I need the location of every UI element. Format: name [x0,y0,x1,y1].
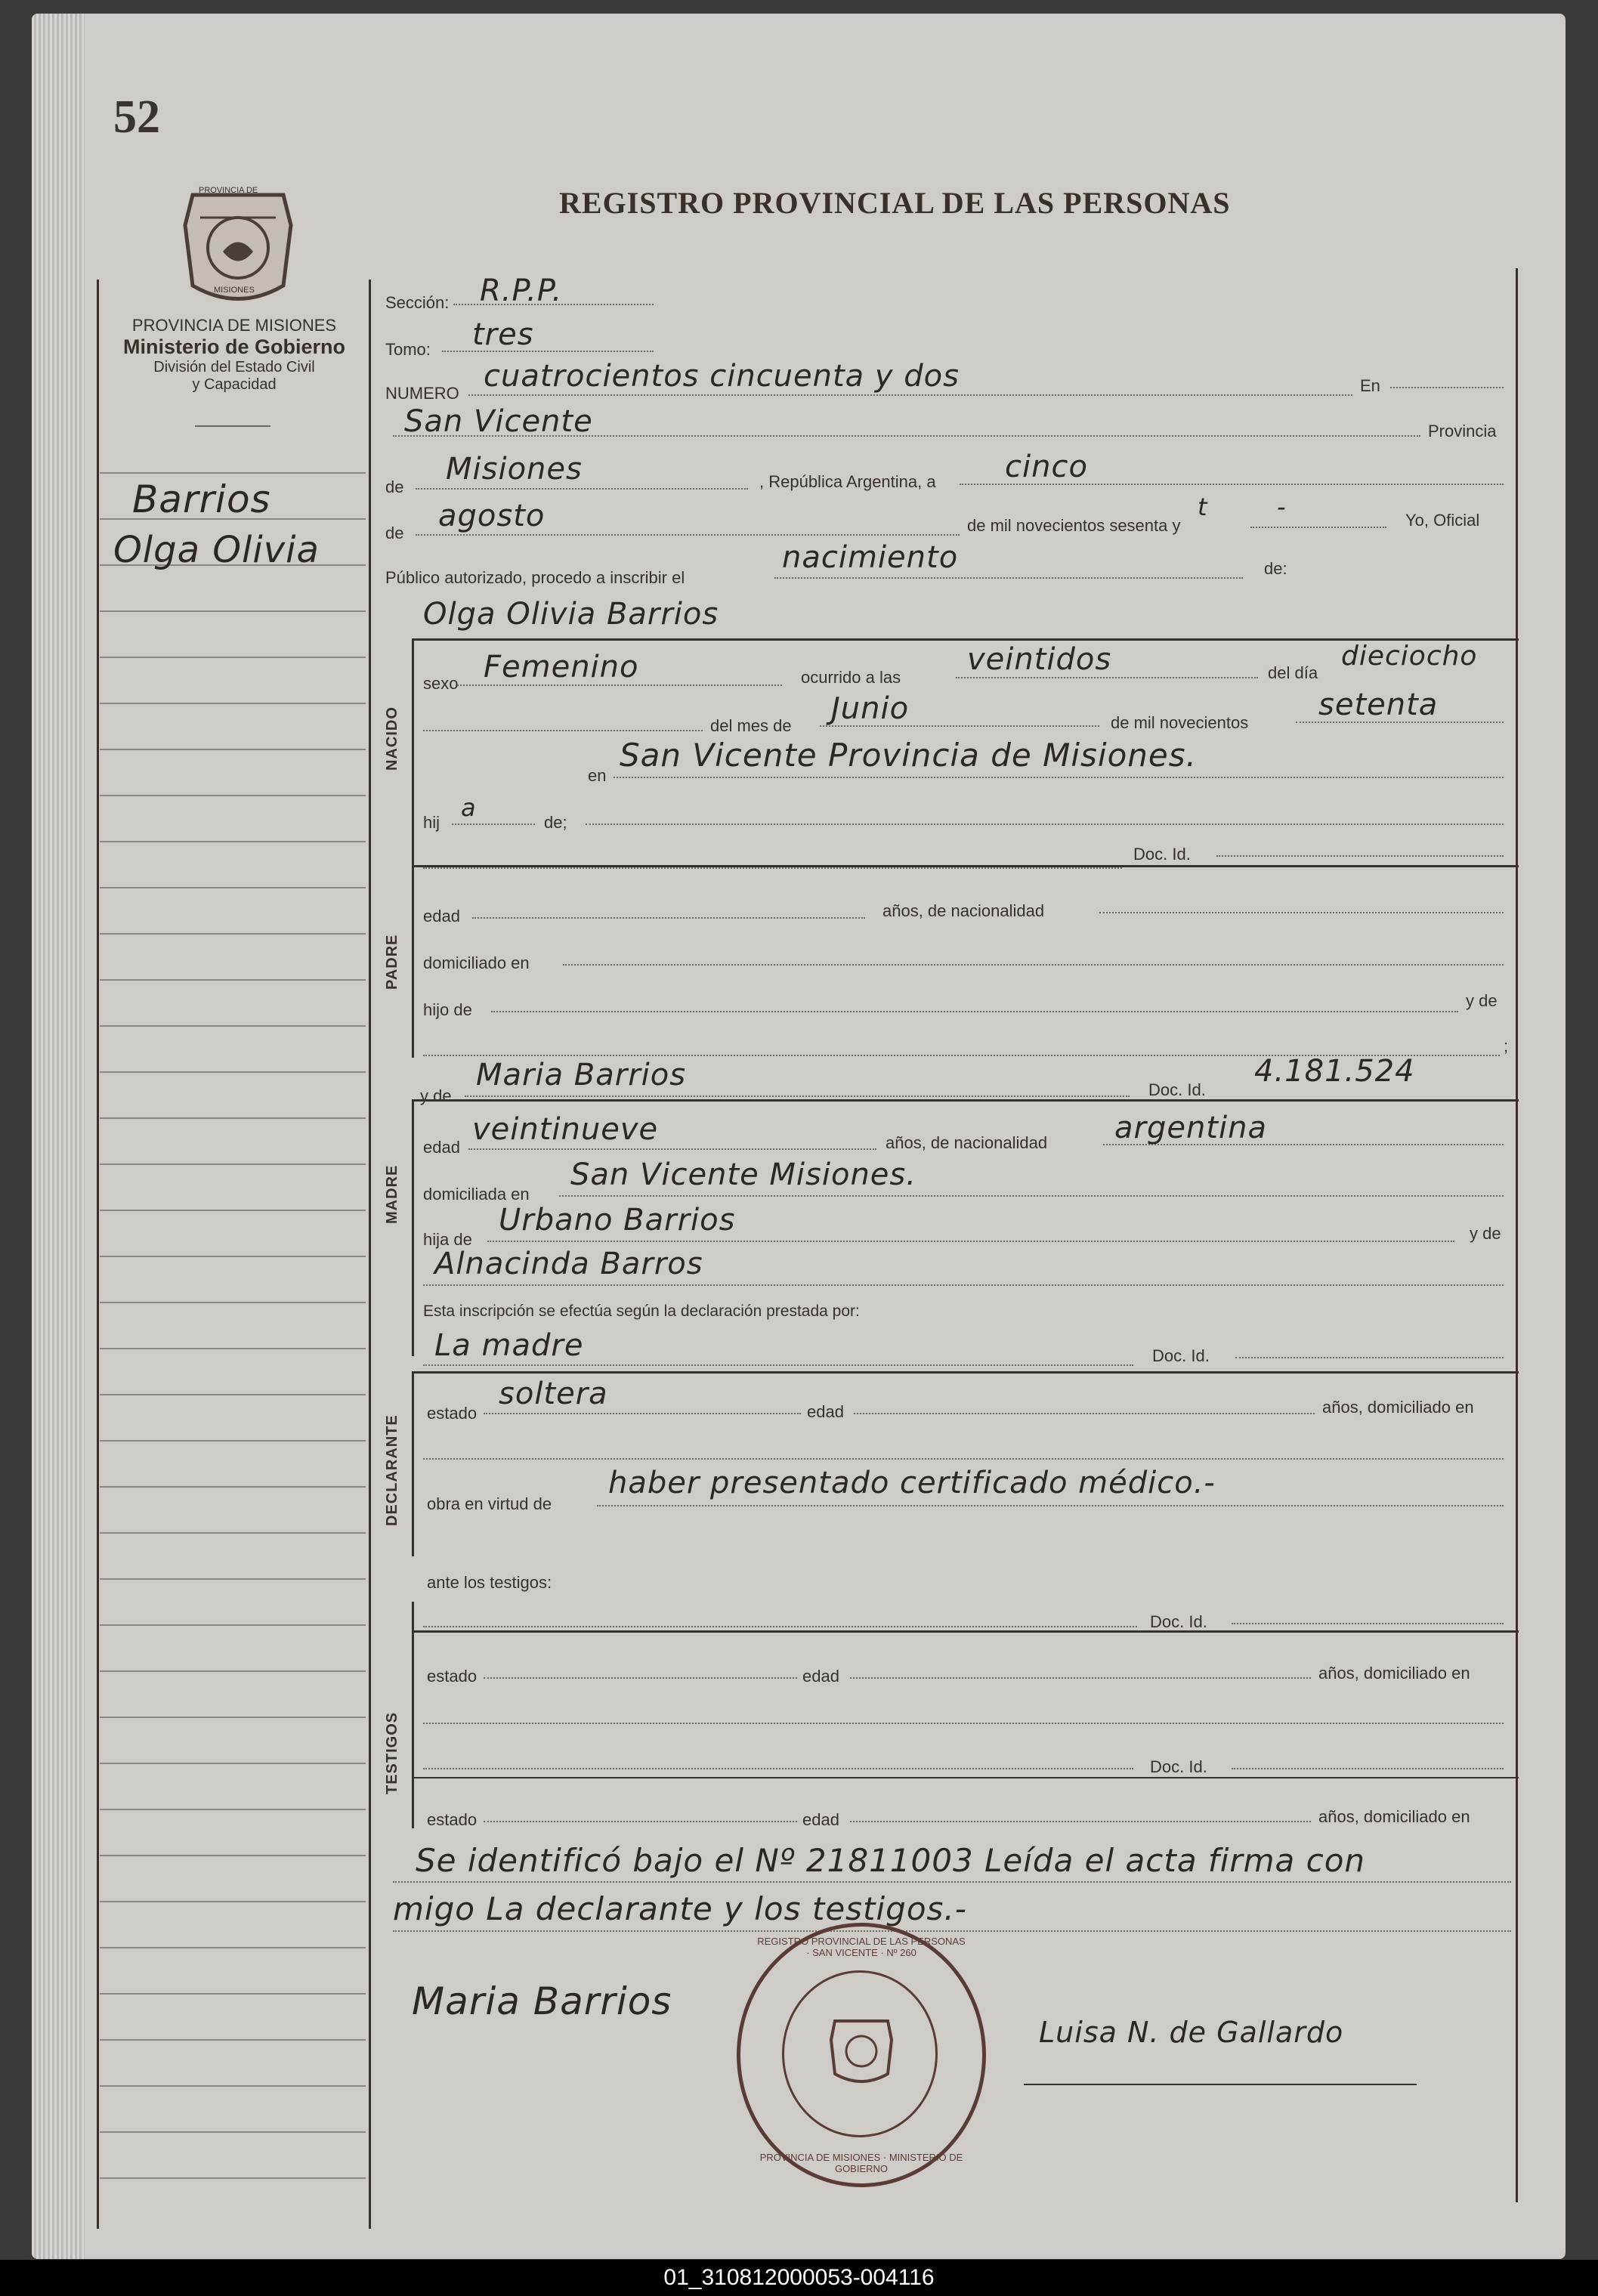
hour-value: veintidos [967,642,1112,677]
emblem-bottom-text: MISIONES [214,286,255,295]
testigo2-edad-label: edad [802,1810,839,1829]
margin-given-names: Olga Olivia [113,529,320,571]
de-label-1: de [385,477,404,496]
declarante-anos-label: años, domiciliado en [1322,1398,1474,1417]
nacido-doc-label: Doc. Id. [1133,845,1191,864]
testigo2-doc-label: Doc. Id. [1150,1757,1207,1776]
ante-testigos-label: ante los testigos: [427,1573,552,1592]
en-place-label: en [588,766,607,785]
birth-year-label: de mil novecientos [1111,713,1249,732]
closing-line-2: migo La declarante y los testigos.- [393,1890,967,1927]
oficial-label: Yo, Oficial [1405,511,1480,530]
year-label: de mil novecientos sesenta y [967,516,1181,535]
padre-edad-label: edad [423,907,460,926]
sexo-label: sexo [423,674,459,693]
obra-value: haber presentado certificado médico.- [608,1466,1216,1500]
stamp-outer-text: REGISTRO PROVINCIAL DE LAS PERSONAS · SAN VICENTE · Nº 260 [757,1936,966,1958]
madre-domicilio-value: San Vicente Misiones. [570,1157,916,1192]
provincia-label: Provincia [1428,422,1497,440]
book-binding-edge [32,14,85,2259]
declarante-name-value: La madre [434,1328,584,1363]
stamp-emblem-icon [827,2013,895,2089]
madre-domicilio-label: domiciliada en [423,1185,530,1204]
padre-nacionalidad-label: años, de nacionalidad [882,901,1045,920]
madre-mother-value: Alnacinda Barros [434,1247,703,1281]
department-block [98,316,370,394]
padre-top-line [412,865,1519,867]
madre-father-value: Urbano Barrios [499,1203,736,1238]
nacido-section-label: NACIDO [384,706,400,771]
madre-hija-label: hija de [423,1230,472,1249]
signature-official: Luisa N. de Gallardo [1039,2016,1344,2049]
declarante-edad-label: edad [807,1402,844,1421]
padre-domicilio-label: domiciliado en [423,953,530,972]
hij-value: a [461,793,477,822]
declarante-side-line [412,1371,414,1556]
day-of-birth-value: dieciocho [1341,641,1478,672]
madre-side-line [412,1099,414,1356]
seccion-label: Sección: [385,293,450,312]
margin-surname: Barrios [132,477,271,521]
nacido-side-line [412,638,414,873]
testigos-section-label: TESTIGOS [384,1711,400,1794]
department-province: PROVINCIA DE MISIONES [131,316,337,335]
testigos-side-line [412,1602,414,1828]
department-ministry: Ministerio de Gobierno [122,335,346,358]
obra-label: obra en virtud de [427,1494,552,1513]
declarante-section-label: DECLARANTE [384,1414,400,1526]
madre-top-line [412,1099,1519,1102]
madre-edad-value: veintinueve [472,1112,659,1147]
month-value: agosto [438,499,546,533]
signature-underline [1024,2084,1417,2085]
testigo2-estado-label: estado [427,1810,478,1829]
right-border-line [1516,268,1518,2202]
birth-year-value: setenta [1318,688,1439,722]
declarante-estado-value: soltera [499,1377,608,1411]
nacido-name-value: Olga Olivia Barrios [423,597,719,632]
declaration-intro-label: Esta inscripción se efectúa según la declaración prestada por: [423,1303,860,1320]
closing-line-1: Se identificó bajo el Nº 21811003 Leída el acta firma con [416,1842,1366,1879]
padre-semicolon: ; [1504,1037,1509,1055]
left-margin-line [97,280,99,2229]
image-identifier-label: 01_310812000053-004116 [0,2260,1598,2296]
testigos-top-line [412,1630,1519,1633]
month-of-birth-value: Junio [831,691,910,726]
stamp-inner-text: PROVINCIA DE MISIONES · MINISTERIO DE GOBIERNO [759,2152,963,2174]
department-division: División del Estado Civil [153,359,315,375]
birth-place-value: San Vicente Provincia de Misiones. [620,737,1197,774]
column-divider-line [369,280,371,2229]
province-value: Misiones [446,452,583,487]
en-label: En [1360,376,1380,395]
de-label-2: de [385,524,404,542]
publico-label: Público autorizado, procedo a inscribir el [385,568,685,587]
year-mark: t [1198,493,1208,521]
padre-y-de-label: y de [1466,991,1498,1010]
city-value: San Vicente [404,404,593,439]
testigo2-anos-label: años, domiciliado en [1318,1807,1470,1826]
page-title: REGISTRO PROVINCIAL DE LAS PERSONAS [559,186,1231,220]
hij-label: hij [423,813,440,832]
numero-value: cuatrocientos cincuenta y dos [484,359,960,394]
declarante-doc-label: Doc. Id. [1152,1346,1210,1365]
madre-name-value: Maria Barrios [476,1058,687,1092]
padre-section-label: PADRE [384,934,400,990]
madre-y-de-label-2: y de [1470,1224,1501,1243]
ocurrido-label: ocurrido a las [801,668,901,687]
sexo-value: Femenino [484,650,639,684]
act-value: nacimiento [782,540,959,575]
madre-y-de-label: y de [420,1086,452,1105]
republica-label: , República Argentina, a [759,472,936,491]
madre-nacionalidad-value: argentina [1114,1111,1267,1145]
department-underline [195,425,270,427]
page-number: 52 [113,91,160,143]
seccion-value: R.P.P. [480,273,563,308]
testigo1-edad-label: edad [802,1667,839,1686]
emblem-top-text: PROVINCIA DE [199,186,258,195]
testigo1-estado-label: estado [427,1667,478,1686]
day-value: cinco [1005,450,1088,484]
madre-edad-label: edad [423,1138,460,1157]
padre-hijo-label: hijo de [423,1000,472,1019]
tomo-value: tres [472,317,534,352]
numero-label: NUMERO [385,384,459,403]
testigo1-anos-label: años, domiciliado en [1318,1664,1470,1683]
declarante-estado-label: estado [427,1404,478,1423]
signature-declarant: Maria Barrios [412,1979,672,2023]
tomo-label: Tomo: [385,340,431,359]
hij-de-label: de; [544,813,567,832]
padre-side-line [412,865,414,1058]
madre-nacionalidad-label: años, de nacionalidad [886,1133,1048,1152]
department-capacity: y Capacidad [192,376,277,393]
madre-doc-label: Doc. Id. [1148,1080,1206,1099]
official-stamp [737,1923,986,2187]
de-colon-label: de: [1264,559,1287,578]
declarante-top-line [412,1371,1519,1374]
madre-doc-value: 4.181.524 [1254,1054,1415,1089]
madre-section-label: MADRE [384,1164,400,1224]
testigos-mid-line [412,1777,1519,1778]
year-dash: - [1277,493,1287,521]
del-mes-label: del mes de [710,716,792,735]
testigo1-doc-label: Doc. Id. [1150,1612,1207,1631]
del-dia-label: del día [1268,663,1318,682]
